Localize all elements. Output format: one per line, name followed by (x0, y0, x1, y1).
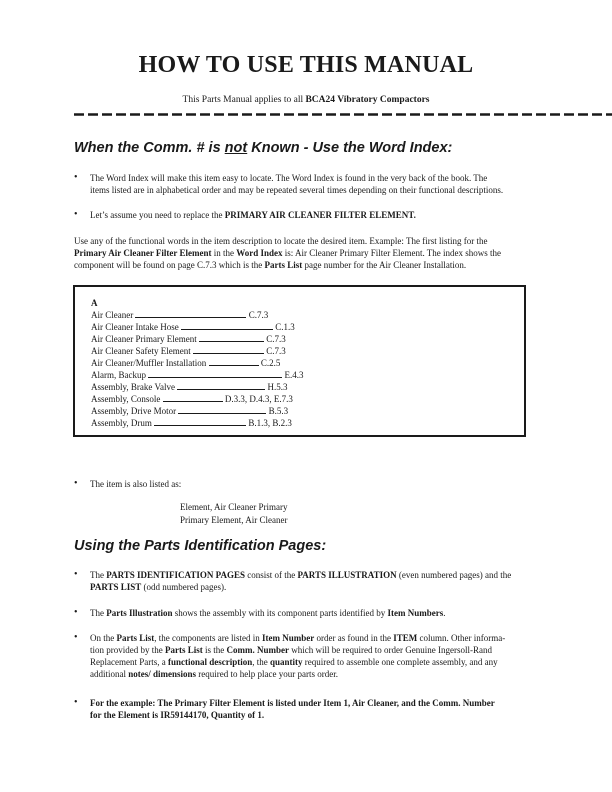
index-entry (91, 417, 292, 429)
index-entry-page: C.7.3 (266, 346, 286, 356)
section-heading-word-index (74, 140, 452, 156)
index-entry-name: Air Cleaner Intake Hose (91, 322, 179, 332)
index-entry-name: Alarm, Backup (91, 370, 146, 380)
leader-line (177, 381, 265, 390)
bold-text: notes/ dimensions (128, 669, 197, 679)
index-entry (91, 393, 293, 405)
text: Replacement Parts, a (90, 657, 168, 667)
bold-text: PARTS ILLUSTRATION (297, 570, 397, 580)
text: in the (211, 248, 237, 258)
leader-line (181, 321, 273, 330)
index-entry-page: B.5.3 (268, 406, 289, 416)
index-entry (91, 309, 268, 321)
heading-text: When the Comm. # is (74, 140, 225, 156)
bullet-line (90, 644, 560, 656)
text: is the (202, 645, 227, 655)
text: order as found in the (314, 633, 394, 643)
text: tion provided by the (90, 645, 165, 655)
bullet-bold-text: For the example: The Primary Filter Element is listed under Item 1, Air Cleaner, and the Comm. Number (90, 698, 495, 708)
text: column. Other informa- (417, 633, 506, 643)
text: , the components are listed in (154, 633, 262, 643)
text: required to help place your parts order. (196, 669, 338, 679)
bullet-line (90, 581, 560, 593)
bold-text: Parts Illustration (106, 608, 173, 618)
index-letter: A (91, 298, 98, 308)
heading-text: Known - Use the Word Index: (247, 140, 453, 156)
index-entry-page: C.1.3 (275, 322, 295, 332)
bullet-text: The Word Index will make this item easy to locate. The Word Index is found in the very back of the book. The (90, 173, 488, 183)
index-entry-page: D.3.3, D.4.3, E.7.3 (224, 394, 293, 404)
leader-line (209, 357, 259, 366)
leader-line (154, 417, 246, 426)
bold-text: Parts List (116, 633, 155, 643)
text: On the (90, 633, 117, 643)
bold-text: functional description (167, 657, 253, 667)
heading-underlined: not (224, 140, 248, 156)
text: required to assemble one complete assembly, and any (302, 657, 498, 667)
bold-text: Item Numbers (387, 608, 444, 618)
index-entry-name: Assembly, Console (91, 394, 161, 404)
text: . (443, 608, 446, 618)
word-index-example-box (73, 285, 526, 437)
index-entry-page: H.5.3 (267, 382, 288, 392)
index-entry-page: B.1.3, B.2.3 (248, 418, 292, 428)
text: component will be found on page C.7.3 which is the (74, 260, 265, 270)
bullet-bold-text: for the Element is IR59144170, Quantity of 1. (90, 710, 265, 720)
text: is: Air Cleaner Primary Filter Element. The index shows the (282, 248, 502, 258)
text: The (90, 608, 107, 618)
bold-text: quantity (270, 657, 303, 667)
leader-line (135, 309, 246, 318)
bullet-dot: • (74, 632, 78, 643)
example-paragraph (74, 235, 554, 271)
leader-line (163, 393, 223, 402)
bullet-line (90, 569, 560, 581)
subtitle-model: BCA24 Vibratory Compactors (305, 95, 430, 105)
bold-text: Primary Air Cleaner Filter Element (74, 248, 212, 258)
text: consist of the (244, 570, 298, 580)
paragraph-line (74, 259, 554, 271)
index-entry (91, 333, 286, 345)
bullet-text: items listed are in alphabetical order and may be repeated several times depending on their functional descriptions. (90, 185, 504, 195)
bullet-line (90, 668, 560, 680)
text: which will be required to order Genuine Ingersoll-Rand (289, 645, 492, 655)
text: (even numbered pages) and the (396, 570, 512, 580)
bullet-dot: • (74, 697, 78, 708)
bold-text: Parts List (264, 260, 303, 270)
bold-text: Item Number (261, 633, 315, 643)
text: additional (90, 669, 129, 679)
index-entry (91, 321, 295, 333)
index-entry (91, 369, 303, 381)
index-entry-page: C.7.3 (248, 310, 269, 320)
index-entry-name: Assembly, Drive Motor (91, 406, 177, 416)
index-entry-name: Assembly, Brake Valve (91, 382, 175, 392)
paragraph-line: Use any of the functional words in the item description to locate the desired item. Example: The first listing for the (74, 236, 488, 246)
index-entry-name: Assembly, Drum (91, 418, 152, 428)
page-title: HOW TO USE THIS MANUAL (138, 52, 474, 78)
text: page number for the Air Cleaner Installation. (302, 260, 467, 270)
index-entry-page: C.2.5 (260, 358, 281, 368)
bullet-dot: • (74, 607, 78, 618)
index-entry-name: Air Cleaner/Muffler Installation (91, 358, 207, 368)
text: (odd numbered pages). (141, 582, 227, 592)
bold-text: PARTS IDENTIFICATION PAGES (106, 570, 245, 580)
subtitle (0, 95, 612, 105)
index-entry (91, 357, 280, 369)
bullet-line (90, 656, 560, 668)
leader-line (199, 333, 264, 342)
index-entry-name: Air Cleaner Primary Element (91, 334, 197, 344)
bold-text: PARTS LIST (90, 582, 142, 592)
bold-text: Comm. Number (226, 645, 289, 655)
bullet-dot: • (74, 569, 78, 580)
leader-line (178, 405, 266, 414)
index-entry-page: C.7.3 (266, 334, 286, 344)
dashed-divider (74, 113, 612, 116)
bullet-dot: • (74, 478, 78, 489)
index-entry-name: Air Cleaner (91, 310, 134, 320)
bullet-dot: • (74, 172, 78, 183)
index-entry (91, 405, 288, 417)
bullet-text: Let’s assume you need to replace the (90, 210, 225, 220)
bold-text: Parts List (165, 645, 203, 655)
bullet-line (90, 632, 560, 644)
paragraph-line (74, 247, 554, 259)
text: , the (252, 657, 270, 667)
bullet-bold-text: PRIMARY AIR CLEANER FILTER ELEMENT. (224, 210, 416, 220)
index-entry-name: Air Cleaner Safety Element (91, 346, 191, 356)
bullet-dot: • (74, 209, 78, 220)
leader-line (148, 369, 282, 378)
index-entry (91, 381, 287, 393)
section-heading-parts-identification: Using the Parts Identification Pages: (74, 538, 327, 554)
alternate-listing: Primary Element, Air Cleaner (180, 515, 288, 525)
index-entry (91, 345, 286, 357)
bold-text: Word Index (236, 248, 283, 258)
index-entry-page: E.4.3 (284, 370, 304, 380)
bullet-text: The item is also listed as: (90, 479, 182, 489)
bold-text: ITEM (393, 633, 418, 643)
text: The (90, 570, 107, 580)
text: shows the assembly with its component parts identified by (172, 608, 388, 618)
leader-line (193, 345, 264, 354)
alternate-listing: Element, Air Cleaner Primary (180, 502, 288, 512)
subtitle-text: This Parts Manual applies to all (182, 95, 306, 105)
